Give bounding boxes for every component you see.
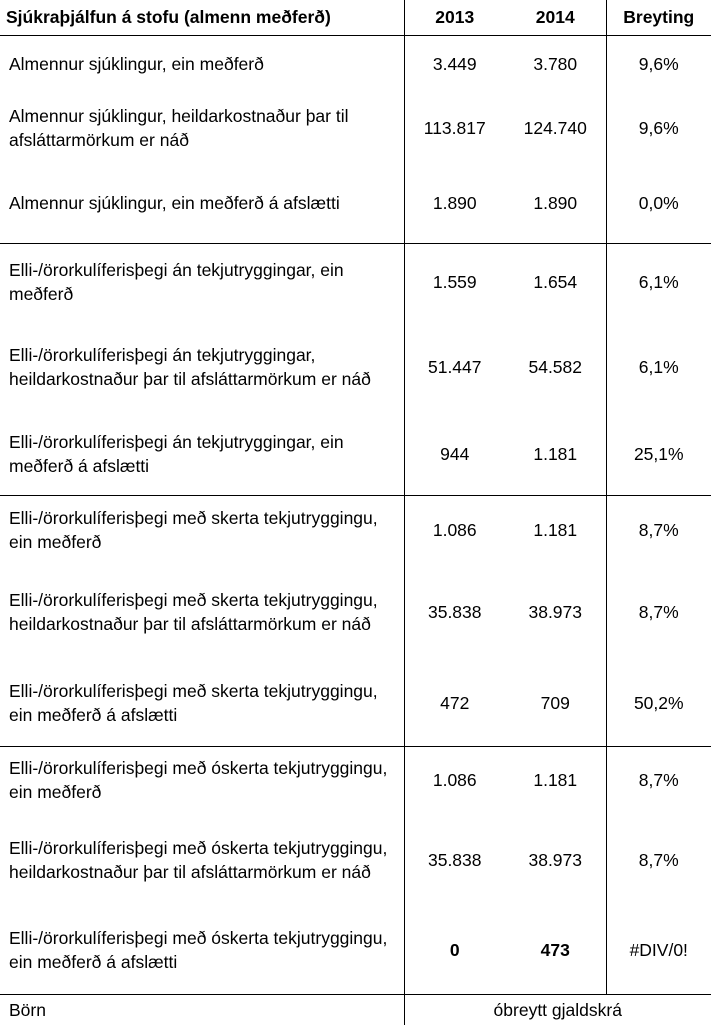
header-change: Breyting	[606, 0, 711, 36]
row-2013: 35.838	[404, 564, 505, 660]
row-label: Elli-/örorkulíferisþegi án tekjutryggingar, ein meðferð	[0, 244, 404, 320]
row-label: Elli-/örorkulíferisþegi með óskerta tekjutryggingu, ein meðferð	[0, 747, 404, 813]
row-2014: 709	[540, 692, 570, 713]
row-label: Almennur sjúklingur, heildarkostnaður þar til afsláttarmörkum er náð	[9, 105, 349, 150]
row-change: 8,7%	[606, 747, 711, 813]
row-change: 8,7%	[606, 496, 711, 564]
table-row	[0, 660, 711, 747]
table-row	[0, 320, 711, 414]
row-2013: 1.559	[404, 244, 505, 320]
row-label: Elli-/örorkulíferisþegi með óskerta tekjutryggingu, ein meðferð á afslætti	[9, 928, 388, 973]
row-label: Elli-/örorkulíferisþegi án tekjutryggingar, heildarkostnaður þar til afsláttarmörkum er náð	[9, 344, 371, 389]
table-row	[0, 164, 711, 244]
row-2013: 113.817	[404, 92, 505, 164]
header-label: Sjúkraþjálfun á stofu (almenn meðferð)	[0, 0, 404, 36]
row-2013: 1.086	[404, 747, 505, 813]
footer-row	[0, 995, 711, 1026]
row-change: 6,1%	[606, 320, 711, 414]
row-2014: 1.181	[505, 747, 606, 813]
row-2013: 1.890	[404, 164, 505, 244]
row-2014: 1.181	[533, 444, 578, 465]
row-change: 6,1%	[606, 244, 711, 320]
row-2014: 54.582	[528, 356, 583, 377]
footer-value: óbreytt gjaldskrá	[404, 995, 711, 1026]
row-2013: 3.449	[404, 36, 505, 92]
row-2014: 1.654	[505, 244, 606, 320]
row-2013: 472	[404, 660, 505, 747]
row-change: 50,2%	[606, 660, 711, 747]
row-label: Elli-/örorkulíferisþegi með skerta tekjutryggingu, ein meðferð	[0, 496, 404, 564]
row-label: Almennur sjúklingur, ein meðferð á afslætti	[9, 193, 340, 214]
row-change: 9,6%	[606, 36, 711, 92]
header-2013: 2013	[404, 0, 505, 36]
row-change: 8,7%	[606, 813, 711, 907]
row-change: 25,1%	[606, 414, 711, 496]
row-change: #DIV/0!	[606, 907, 711, 995]
row-2013: 1.086	[404, 496, 505, 564]
table-row	[0, 244, 711, 320]
row-label: Elli-/örorkulíferisþegi með skerta tekjutryggingu, ein meðferð á afslætti	[9, 680, 378, 725]
table-row	[0, 414, 711, 496]
table-row	[0, 907, 711, 995]
row-2014: 38.973	[528, 601, 583, 622]
row-2014: 1.890	[533, 193, 578, 214]
table-row	[0, 496, 711, 564]
row-2014: 3.780	[533, 53, 578, 74]
table-row	[0, 564, 711, 660]
row-label: Elli-/örorkulíferisþegi án tekjutryggingar, ein meðferð á afslætti	[9, 432, 344, 477]
row-change: 9,6%	[606, 92, 711, 164]
row-2013: 944	[404, 414, 505, 496]
table-row	[0, 813, 711, 907]
table-row	[0, 36, 711, 92]
row-2013: 0	[404, 907, 505, 995]
row-label: Elli-/örorkulíferisþegi með skerta tekjutryggingu, heildarkostnaður þar til afsláttarmörkum er náð	[9, 589, 378, 634]
row-2014: 38.973	[528, 849, 583, 870]
row-label: Almennur sjúklingur, ein meðferð	[9, 53, 264, 74]
table-row	[0, 92, 711, 164]
row-2014: 1.181	[505, 496, 606, 564]
row-2014: 124.740	[523, 117, 587, 138]
row-2014: 473	[540, 940, 570, 961]
row-label: Elli-/örorkulíferisþegi með óskerta tekjutryggingu, heildarkostnaður þar til afsláttarmörkum er náð	[9, 837, 388, 882]
header-row	[0, 0, 711, 36]
row-change: 0,0%	[606, 164, 711, 244]
table-row	[0, 747, 711, 813]
row-2013: 35.838	[404, 813, 505, 907]
row-change: 8,7%	[606, 564, 711, 660]
row-2013: 51.447	[404, 320, 505, 414]
footer-label: Börn	[0, 995, 404, 1026]
header-2014: 2014	[505, 0, 606, 36]
